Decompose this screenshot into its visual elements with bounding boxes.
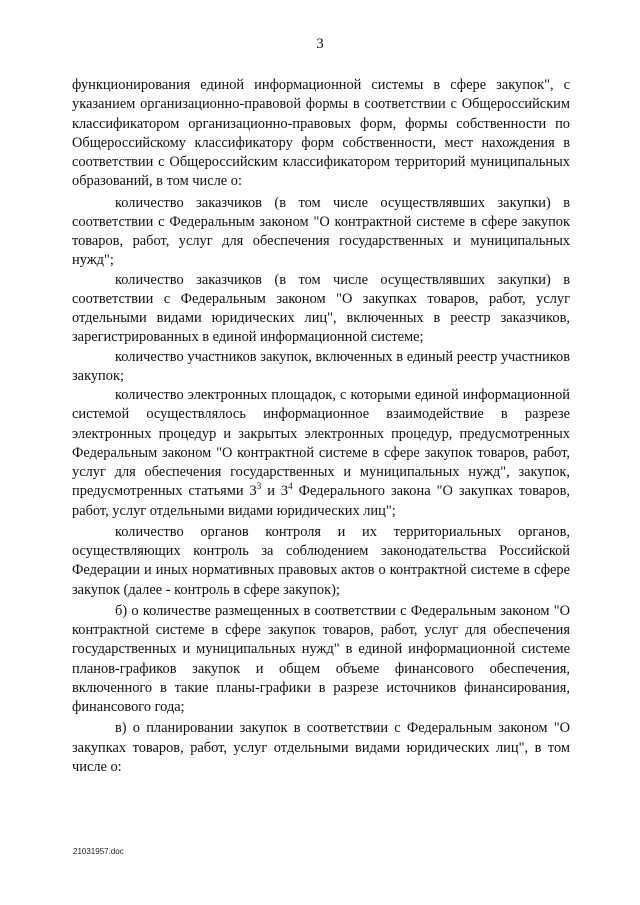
platforms-sup-a: 3: [256, 481, 262, 492]
document-body: [72, 76, 570, 777]
platforms-sup-b: 4: [288, 481, 293, 492]
paragraph-participants: количество участников закупок, включенных в единый реестр участников закупок;: [72, 348, 570, 384]
paragraph-c-planning: в) о планировании закупок в соответствии с Федеральным законом "О закупках товаров, работ, услуг отдельными видами юридических лиц", в том числе о:: [72, 720, 570, 775]
paragraph-b-schedules: б) о количестве размещенных в соответствии с Федеральным законом "О контрактной системе в сфере закупок товаров, работ, услуг для обеспечения государственных и муниципальных нужд" в единой информационной системе планов-графиков закупок и общем объеме финансового обеспечения, включенного в такие планы-графики в разрезе источников финансирования, финансового года;: [72, 602, 570, 715]
paragraph-customers-223fz: количество заказчиков (в том числе осуществлявших закупки) в соответствии с Федеральным законом "О закупках товаров, работ, услуг отдельными видами юридических лиц", включенных в реестр заказчиков, зарегистрированных в единой информационной системе;: [72, 271, 570, 346]
platforms-text-a: количество электронных площадок, с которыми единой информационной системой осуществлялось информационное взаимодействие в разрезе электронных процедур и закрытых электронных процедур, предусмотренных Федеральным законом "О контрактной системе в сфере закупок товаров, работ, услуг для обеспечения государственных и муниципальных нужд", закупок, предусмотренных статьями 3: [72, 387, 570, 500]
platforms-text-b: и 3: [261, 483, 289, 500]
paragraph-intro: функционирования единой информационной системы в сфере закупок", с указанием организационно-правовой формы в соответствии с Общероссийским классификатором организационно-правовых форм, формы собственности по Общероссийскому классификатору форм собственности, мест нахождения в соответствии с Общероссийским классификатором территорий муниципальных образований, в том числе о:: [72, 77, 570, 190]
document-file-reference: 21031957.doc: [73, 847, 124, 856]
paragraph-customers-44fz: количество заказчиков (в том числе осуществлявших закупки) в соответствии с Федеральным законом "О контрактной системе в сфере закупок товаров, работ, услуг для обеспечения государственных и муниципальных нужд";: [72, 194, 570, 269]
paragraph-control-bodies: количество органов контроля и их территориальных органов, осуществляющих контроль за соблюдением законодательства Российской Федерации и иных нормативных правовых актов о контрактной системе в сфере закупок (далее - контроль в сфере закупок);: [72, 523, 570, 598]
platforms-text-c: Федерального закона "О закупках товаров, работ, услуг отдельными видами юридических лиц";: [72, 483, 570, 519]
page-number: 3: [316, 36, 324, 52]
paragraph-electronic-platforms: [72, 386, 570, 521]
